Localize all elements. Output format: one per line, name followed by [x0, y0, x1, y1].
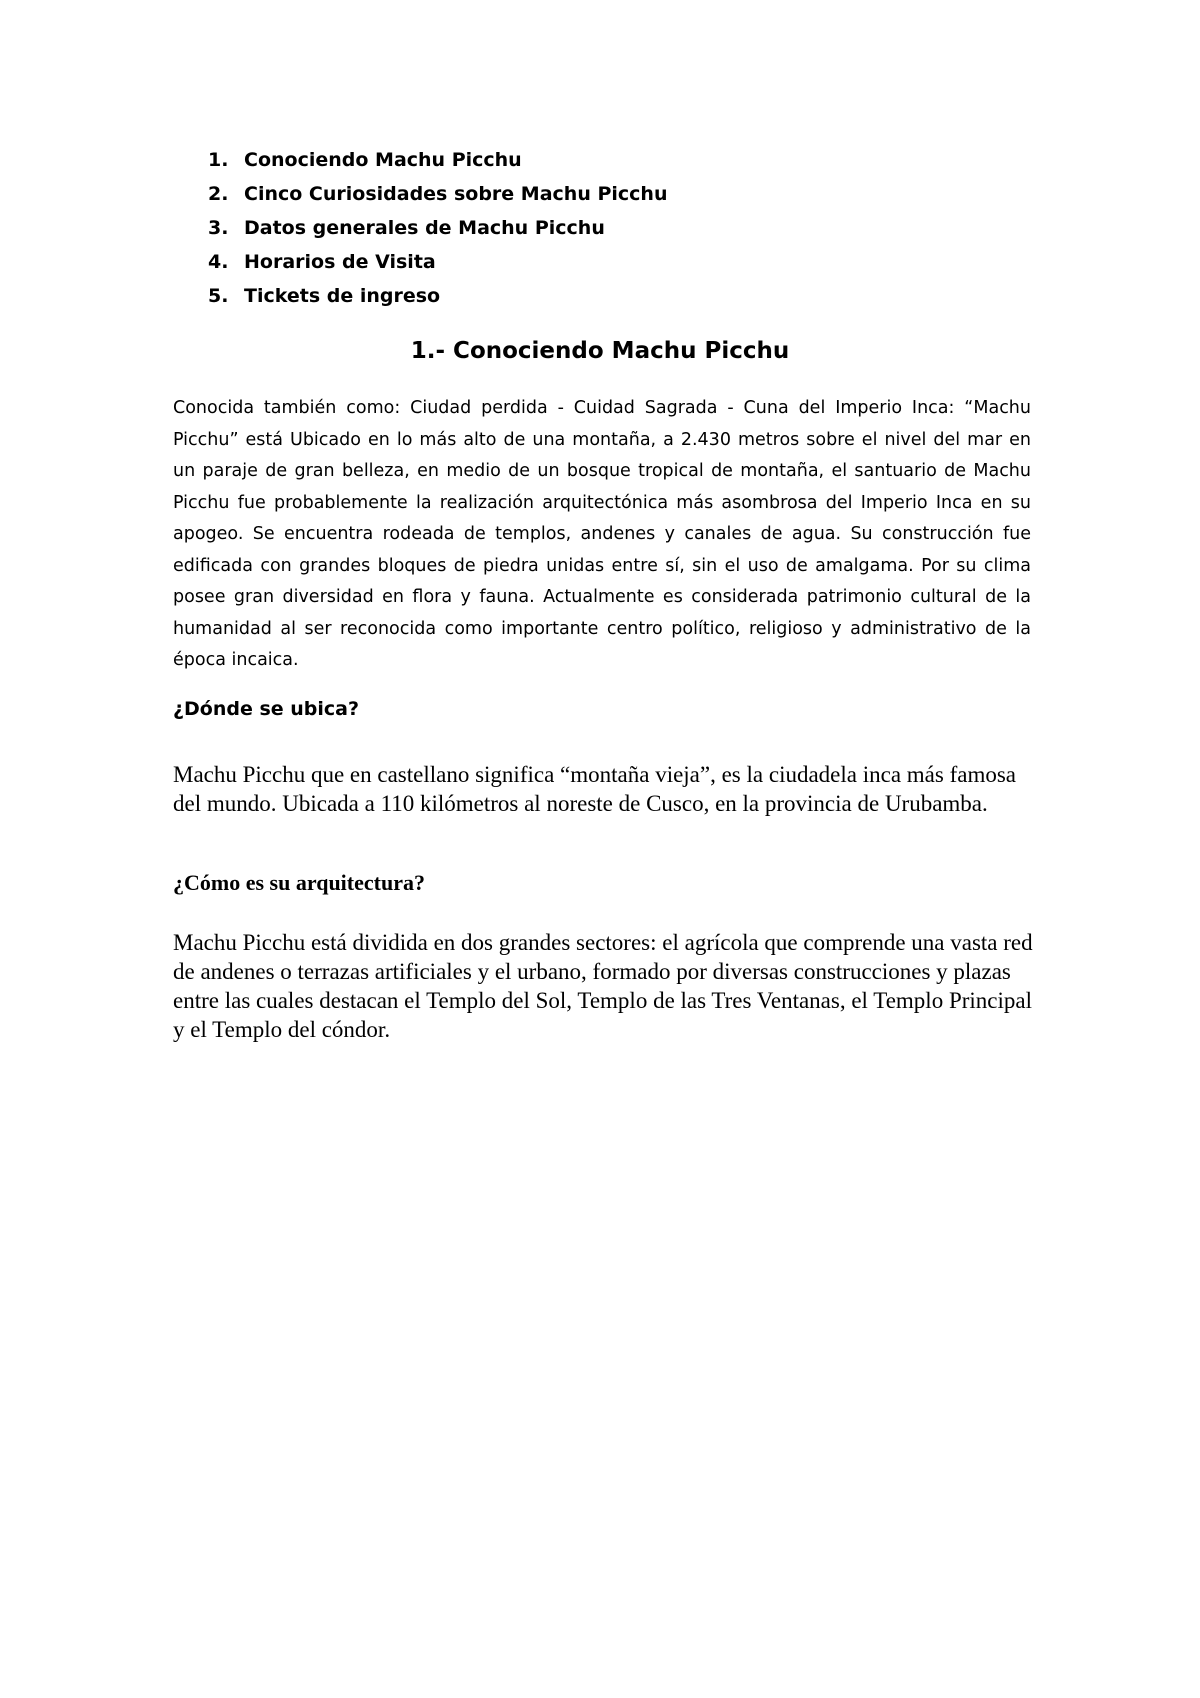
- toc-item-number: 3.: [208, 217, 229, 239]
- toc-item: [208, 211, 667, 245]
- toc-item-number: 5.: [208, 285, 229, 307]
- location-paragraph: Machu Picchu que en castellano significa “montaña vieja”, es la ciudadela inca más famosa del mundo. Ubicada a 110 kilómetros al noreste de Cusco, en la provincia de Urubamba.: [173, 762, 1016, 816]
- toc-item-number: 2.: [208, 183, 229, 205]
- toc-item-number: 1.: [208, 149, 229, 171]
- toc-item: [208, 245, 667, 279]
- section-title: 1.- Conociendo Machu Picchu: [410, 338, 790, 364]
- toc-item-number: 4.: [208, 251, 229, 273]
- toc-item: [208, 143, 667, 177]
- architecture-paragraph: Machu Picchu está dividida en dos grandes sectores: el agrícola que comprende una vasta red de andenes o terrazas artificiales y el urbano, formado por diversas construcciones y plazas entre las cuales destacan el Templo del Sol, Templo de las Tres Ventanas, el Templo Principal y el Templo del cóndor.: [173, 930, 1033, 1042]
- toc-item: [208, 279, 667, 313]
- architecture-heading: ¿Cómo es su arquitectura?: [173, 870, 425, 895]
- toc-item-label: Tickets de ingreso: [244, 285, 441, 307]
- toc-item-label: Datos generales de Machu Picchu: [244, 217, 605, 239]
- location-heading: ¿Dónde se ubica?: [173, 698, 360, 720]
- toc-item-label: Horarios de Visita: [244, 251, 436, 273]
- table-of-contents: [208, 143, 667, 313]
- intro-paragraph: Conocida también como: Ciudad perdida - Cuidad Sagrada - Cuna del Imperio Inca: “Machu Picchu” está Ubicado en lo más alto de una montaña, a 2.430 metros sobre el nivel del mar en un paraje de gran belleza, en medio de un bosque tropical de montaña, el santuario de Machu Picchu fue probablemente la realización arquitectónica más asombrosa del Imperio Inca en su apogeo. Se encuentra rodeada de templos, andenes y canales de agua. Su construcción fue edificada con grandes bloques de piedra unidas entre sí, sin el uso de amalgama. Por su clima posee gran diversidad en flora y fauna. Actualmente es considerada patrimonio cultural de la humanidad al ser reconocida como importante centro político, religioso y administrativo de la época incaica.: [173, 398, 1031, 670]
- toc-item-label: Cinco Curiosidades sobre Machu Picchu: [244, 183, 668, 205]
- toc-item: [208, 177, 667, 211]
- toc-item-label: Conociendo Machu Picchu: [244, 149, 522, 171]
